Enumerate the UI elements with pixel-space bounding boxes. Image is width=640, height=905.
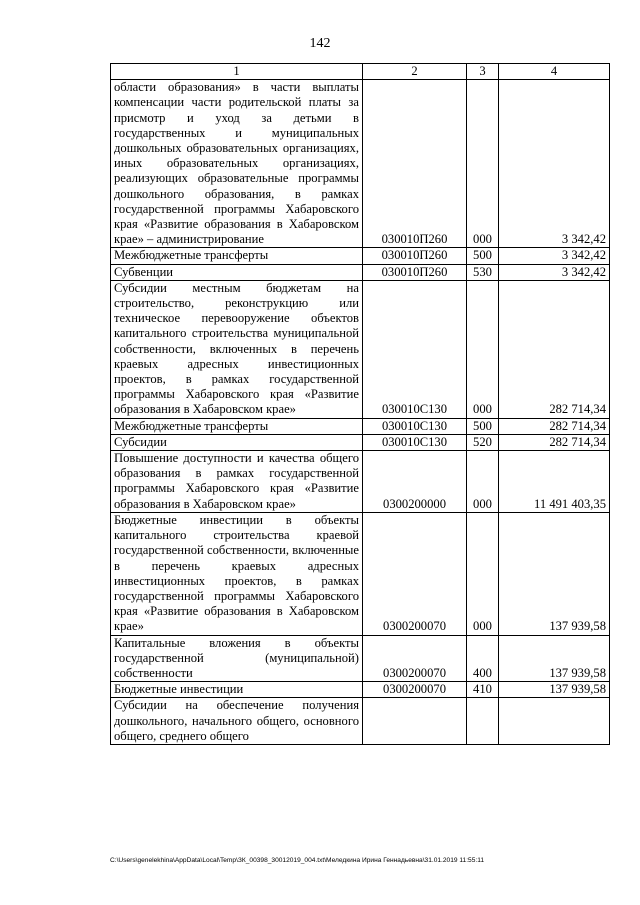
row-expense-type: 000 [467, 280, 499, 418]
row-amount: 3 342,42 [499, 248, 610, 264]
row-expense-type: 000 [467, 80, 499, 248]
column-header: 3 [467, 64, 499, 80]
row-expense-type: 500 [467, 248, 499, 264]
table-row [111, 512, 610, 635]
table-row [111, 682, 610, 698]
row-amount [499, 698, 610, 745]
row-description: Субсидии местным бюджетам на строительство, реконструкцию или техническое перевооружение объектов капитального строительства муниципальной собственности, включенных в перечень краевых адресных инвестиционных проектов, в рамках государственной программы Хабаровского края «Развитие образования в Хабаровском крае» [111, 280, 363, 418]
table-row [111, 248, 610, 264]
row-description: Субсидии на обеспечение получения дошкольного, начального общего, основного общего, среднего общего [111, 698, 363, 745]
row-amount: 282 714,34 [499, 418, 610, 434]
row-description: Субсидии [111, 434, 363, 450]
table-row [111, 635, 610, 682]
column-header: 1 [111, 64, 363, 80]
table-header-row [111, 64, 610, 80]
row-amount: 137 939,58 [499, 682, 610, 698]
row-description: Капитальные вложения в объекты государственной (муниципальной) собственности [111, 635, 363, 682]
row-expense-type [467, 698, 499, 745]
row-expense-type: 400 [467, 635, 499, 682]
row-amount: 282 714,34 [499, 434, 610, 450]
table-row [111, 698, 610, 745]
row-target-code: 0300200070 [363, 512, 467, 635]
column-header: 2 [363, 64, 467, 80]
row-description: Межбюджетные трансферты [111, 248, 363, 264]
row-target-code: 030010П260 [363, 248, 467, 264]
table-row [111, 418, 610, 434]
row-amount: 3 342,42 [499, 80, 610, 248]
row-amount: 3 342,42 [499, 264, 610, 280]
table-row [111, 80, 610, 248]
row-target-code: 0300200000 [363, 451, 467, 513]
row-target-code: 030010С130 [363, 434, 467, 450]
page-number: 142 [309, 36, 331, 51]
row-description: Межбюджетные трансферты [111, 418, 363, 434]
row-target-code: 030010П260 [363, 80, 467, 248]
row-target-code: 0300200070 [363, 635, 467, 682]
row-target-code [363, 698, 467, 745]
row-expense-type: 500 [467, 418, 499, 434]
row-expense-type: 000 [467, 451, 499, 513]
row-expense-type: 530 [467, 264, 499, 280]
row-target-code: 030010П260 [363, 264, 467, 280]
table-row [111, 434, 610, 450]
row-target-code: 0300200070 [363, 682, 467, 698]
budget-table [110, 63, 610, 745]
row-description: Бюджетные инвестиции в объекты капитального строительства краевой государственной собственности, включенные в перечень краевых адресных инвестиционных проектов, в рамках государственной программы Хабаровского края «Развитие образования в Хабаровском крае» [111, 512, 363, 635]
table-row [111, 264, 610, 280]
row-amount: 137 939,58 [499, 635, 610, 682]
table-row [111, 280, 610, 418]
table-row [111, 451, 610, 513]
row-target-code: 030010С130 [363, 280, 467, 418]
column-header: 4 [499, 64, 610, 80]
row-description: области образования» в части выплаты компенсации части родительской платы за присмотр и уход за детьми в государственных и муниципальных дошкольных образовательных организациях, иных образовательных организациях, реализующих образовательные программы дошкольного образования, в рамках государственной программы Хабаровского края «Развитие образования в Хабаровском крае» – администрирование [111, 80, 363, 248]
row-expense-type: 520 [467, 434, 499, 450]
row-amount: 11 491 403,35 [499, 451, 610, 513]
file-path-footer: C:\Users\genelekhina\AppData\Local\Temp\ЗК_00398_30012019_004.txt\Меледкина Ирина Геннадьевна\31.01.2019 11:55:11 [110, 857, 485, 864]
row-expense-type: 000 [467, 512, 499, 635]
row-amount: 137 939,58 [499, 512, 610, 635]
row-amount: 282 714,34 [499, 280, 610, 418]
row-description: Субвенции [111, 264, 363, 280]
row-description: Бюджетные инвестиции [111, 682, 363, 698]
row-target-code: 030010С130 [363, 418, 467, 434]
row-description: Повышение доступности и качества общего образования в рамках государственной программы Хабаровского края «Развитие образования в Хабаровском крае» [111, 451, 363, 513]
row-expense-type: 410 [467, 682, 499, 698]
